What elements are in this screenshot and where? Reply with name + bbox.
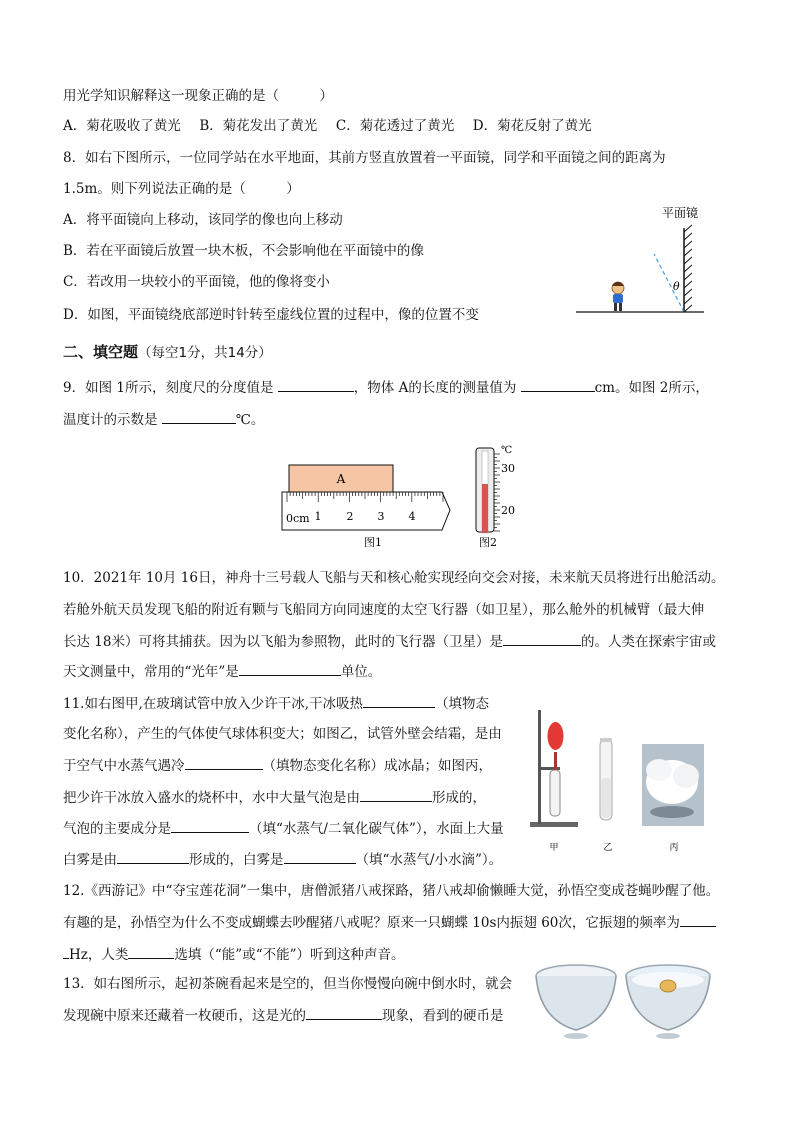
bowl-with-coin-icon xyxy=(626,965,710,1039)
q7-options xyxy=(63,116,592,136)
ruler-tick-label: 3 xyxy=(377,510,385,523)
q9-text-1: 9．如图 1所示，刻度尺的分度值是 xyxy=(63,380,274,396)
q12-text-3a: Hz，人类 xyxy=(69,947,129,963)
thermometer-tick-label: 30 xyxy=(501,462,515,475)
frosted-test-tube-icon xyxy=(600,738,612,820)
ruler-figure xyxy=(280,458,460,550)
figure-caption-yi: 乙 xyxy=(603,843,613,853)
mirror-label: 平面镜 xyxy=(662,206,699,220)
q11-text-6a: 白雾是由 xyxy=(63,852,117,868)
q11-text-1a: 11.如右图甲,在玻璃试管中放入少许干冰,干冰吸热 xyxy=(63,696,364,712)
section-title: 二、填空题 xyxy=(63,343,139,361)
plane-mirror-figure xyxy=(572,198,712,320)
q11-text-6b: 形成的，白雾是 xyxy=(189,852,284,868)
q8-option-a: A．将平面镜向上移动，该同学的像也向上移动 xyxy=(63,212,343,228)
q12-line1: 12.《西游记》中“夺宝莲花洞”一集中，唐僧派猪八戒探路，猪八戒却偷懒睡大觉，孙悟空变成苍蝇吵醒了他。 xyxy=(63,883,720,899)
q7-option-a: A．菊花吸收了黄光 xyxy=(63,118,181,134)
q13-line1: 13．如右图所示，起初茶碗看起来是空的，但当你慢慢向碗中倒水时，就会 xyxy=(63,976,513,992)
figure1-caption: 图1 xyxy=(364,536,382,549)
q12-line2 xyxy=(63,912,716,933)
q11-blank-5[interactable] xyxy=(117,849,189,864)
section-header xyxy=(63,342,272,363)
coin-icon xyxy=(660,980,676,992)
thermometer-tick-label: 20 xyxy=(501,504,515,517)
q12-text-3b: 选填（“能”或“不能”）听到这种声音。 xyxy=(174,947,405,963)
ruler-tick-label: 2 xyxy=(346,510,354,523)
q10-text-3a: 长达 18米）可将其捕获。因为以飞船为参照物，此时的飞行器（卫星）是 xyxy=(63,634,503,650)
q10-text-4a: 天文测量中，常用的“光年”是 xyxy=(63,664,239,680)
q11-line1 xyxy=(63,693,489,714)
empty-bowl-icon xyxy=(536,965,616,1039)
q11-blank-1[interactable] xyxy=(363,693,435,708)
q11-text-4b: 形成的， xyxy=(432,790,486,806)
q11-line3 xyxy=(63,755,492,776)
q12-blank-frequency[interactable] xyxy=(680,912,716,927)
ruler-tick-label: 1 xyxy=(314,510,322,523)
q11-blank-4[interactable] xyxy=(171,818,249,833)
q11-text-4a: 把少许干冰放入盛水的烧杯中，水中大量气泡是由 xyxy=(63,790,360,806)
q13-line2 xyxy=(63,1005,504,1026)
q11-blank-2[interactable] xyxy=(185,755,263,770)
q9-blank-division[interactable] xyxy=(278,377,354,392)
stand-with-balloon-icon xyxy=(530,710,578,827)
q11-line4 xyxy=(63,787,486,808)
q8-stem-line2: 1.5m。则下列说法正确的是（ ） xyxy=(63,181,300,197)
thermometer-unit: ℃ xyxy=(501,445,513,456)
q9-blank-temperature[interactable] xyxy=(162,409,236,424)
q10-line4 xyxy=(63,661,381,682)
section-note: （每空1分，共14分） xyxy=(138,345,272,361)
q10-line1: 10．2021年 10月 16日，神舟十三号载人飞船与天和核心舱实现经向交会对接，未来航天员将进行出舱活动。 xyxy=(63,570,725,586)
q11-text-3b: （填物态变化名称）成冰晶；如图丙， xyxy=(262,758,492,774)
q9-text-5: ℃。 xyxy=(235,412,265,428)
q12-blank-hearing[interactable] xyxy=(128,944,174,959)
q11-line6 xyxy=(63,849,502,870)
q11-line5 xyxy=(63,818,504,839)
student-icon xyxy=(612,282,624,311)
dry-ice-figures xyxy=(524,700,710,856)
q10-text-4b: 单位。 xyxy=(340,664,382,680)
q13-text-2a: 发现碗中原来还藏着一枚硬币，这是光的 xyxy=(63,1008,306,1024)
figure2-caption: 图2 xyxy=(479,536,497,549)
q13-blank-phenomenon[interactable] xyxy=(306,1005,382,1020)
q11-text-5b: （填“水蒸气/二氧化碳气体”），水面上大量 xyxy=(249,821,504,837)
q11-text-5a: 气泡的主要成分是 xyxy=(63,821,171,837)
ruler-tick-label: 4 xyxy=(408,510,416,523)
q7-option-c: C．菊花透过了黄光 xyxy=(335,118,455,134)
figure-caption-bing: 丙 xyxy=(669,843,679,853)
q13-text-2b: 现象，看到的硬币是 xyxy=(382,1008,504,1024)
q11-blank-3[interactable] xyxy=(360,787,432,802)
angle-label: θ xyxy=(673,280,680,293)
q7-option-b: B．菊花发出了黄光 xyxy=(199,118,318,134)
block-a-label: A xyxy=(336,472,346,486)
q8-option-d: D．如图，平面镜绕底部逆时针转至虚线位置的过程中，像的位置不变 xyxy=(63,307,479,323)
q11-line2: 变化名称），产生的气体使气球体积变大；如图乙，试管外壁会结霜，是由 xyxy=(63,726,502,742)
q11-text-1b: （填物态 xyxy=(435,696,490,712)
q11-blank-6[interactable] xyxy=(284,849,356,864)
bowls-figure xyxy=(532,958,716,1040)
figure-caption-jia: 甲 xyxy=(549,843,559,853)
q7-option-d: D．菊花反射了黄光 xyxy=(472,118,592,134)
thermometer-figure xyxy=(468,442,524,552)
q12-text-2a: 有趣的是，孙悟空为什么不变成蝴蝶去吵醒猪八戒呢？原来一只蝴蝶 10s内振翅 60次，它振翅的频率为 xyxy=(63,915,680,931)
q7-stem: 用光学知识解释这一现象正确的是（ ） xyxy=(63,88,333,104)
q9-blank-length[interactable] xyxy=(521,377,595,392)
beaker-with-fog-icon xyxy=(642,744,704,826)
q9-text-2: ，物体 A的长度的测量值为 xyxy=(353,380,517,396)
q10-line2: 若舱外航天员发现飞船的附近有颗与飞船同方向同速度的太空飞行器（如卫星），那么舱外的机械臂（最大伸 xyxy=(63,602,705,618)
q8-option-b: B．若在平面镜后放置一块木板，不会影响他在平面镜中的像 xyxy=(63,243,424,259)
q9-text-4: 温度计的示数是 xyxy=(63,412,158,428)
q10-blank-unit[interactable] xyxy=(239,661,341,676)
q9-text-3: cm。如图 2所示， xyxy=(594,380,709,396)
q12-line3 xyxy=(63,944,405,965)
ruler-tick-label: 0cm xyxy=(286,512,310,525)
q9-line1 xyxy=(63,377,709,398)
q10-line3 xyxy=(63,631,716,652)
q10-text-3b: 的。人类在探索宇宙或 xyxy=(580,634,716,650)
q11-text-3a: 于空气中水蒸气遇冷 xyxy=(63,758,185,774)
q9-line2 xyxy=(63,409,264,430)
q8-option-c: C．若改用一块较小的平面镜，他的像将变小 xyxy=(63,274,330,290)
q11-text-6c: （填“水蒸气/小水滴”）。 xyxy=(355,852,503,868)
q8-stem-line1: 8．如右下图所示，一位同学站在水平地面，其前方竖直放置着一平面镜，同学和平面镜之间的距离为 xyxy=(63,150,666,166)
q10-blank-motion[interactable] xyxy=(503,631,581,646)
